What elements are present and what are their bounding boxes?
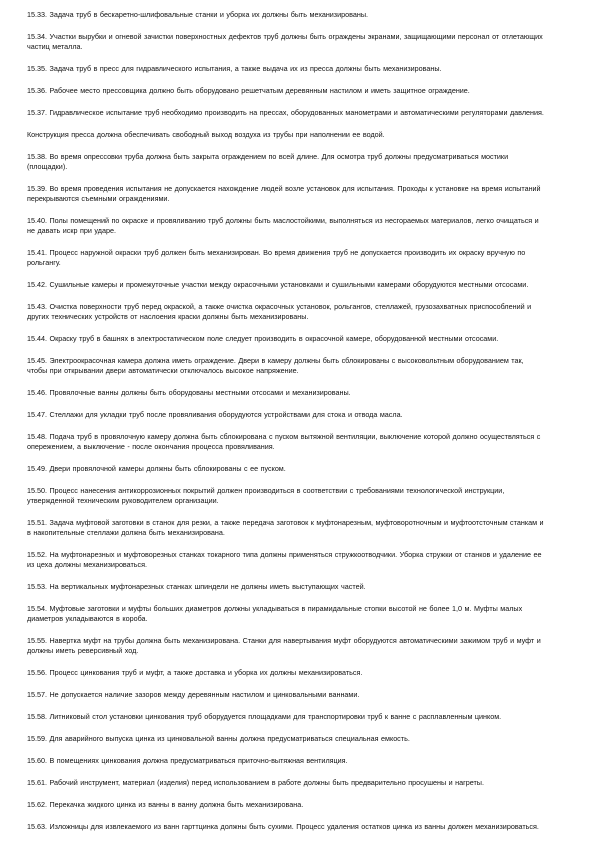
- paragraph: 15.45. Электроокрасочная камера должна иметь ограждение. Двери в камеру должны быть сблокированы с высоковольтным оборудованием так, чтобы при открывании двери автоматически отключалось высокое напряжение.: [27, 356, 524, 375]
- paragraph: 15.56. Процесс цинкования труб и муфт, а также доставка и уборка их должны механизироваться.: [27, 668, 363, 677]
- paragraph: 15.53. На вертикальных муфтонарезных станках шпиндели не должны иметь выступающих частей.: [27, 582, 366, 591]
- paragraph: 15.47. Стеллажи для укладки труб после провяливания оборудуются устройствами для стока и отвода масла.: [27, 410, 403, 419]
- paragraph: 15.40. Полы помещений по окраске и провяливанию труб должны быть маслостойкими, выполняться из несгораемых материалов, легко очищаться и не давать искр при ударе.: [27, 216, 539, 235]
- paragraph: 15.44. Окраску труб в башнях в электростатическом поле следует производить в окрасочной камере, оборудованной местными отсосами.: [27, 334, 499, 343]
- paragraph: 15.59. Для аварийного выпуска цинка из цинковальной ванны должна предусматриваться специальная емкость.: [27, 734, 410, 743]
- paragraph: 15.34. Участки вырубки и огневой зачистки поверхностных дефектов труб должны быть ограждены экранами, защищающими персонал от отлетающих частиц металла.: [27, 32, 543, 51]
- paragraph: 15.41. Процесс наружной окраски труб должен быть механизирован. Во время движения труб не допускается производить их окраску вручную по рольгангу.: [27, 248, 526, 267]
- paragraph: 15.63. Изложницы для извлекаемого из ванн гарттцинка должны быть сухими. Процесс удаления остатков цинка из ванны должен механизироваться.: [27, 822, 539, 831]
- paragraph: 15.50. Процесс нанесения антикоррозионных покрытий должен производиться в соответствии с требованиями технологической инструкции, утвержденной техническим руководителем организации.: [27, 486, 505, 505]
- paragraph: 15.42. Сушильные камеры и промежуточные участки между окрасочными установками и сушильными камерами оборудуются местными отсосами.: [27, 280, 529, 289]
- paragraph: 15.36. Рабочее место прессовщика должно быть оборудовано решетчатым деревянным настилом и иметь защитное ограждение.: [27, 86, 470, 95]
- paragraph: Конструкция пресса должна обеспечивать свободный выход воздуха из трубы при наполнении ее водой.: [27, 130, 385, 139]
- paragraph: 15.37. Гидравлическое испытание труб необходимо производить на прессах, оборудованных манометрами и автоматическими регуляторами давления.: [27, 108, 544, 117]
- paragraph: 15.54. Муфтовые заготовки и муфты больших диаметров должны укладываться в пирамидальные стопки высотой не более 1,0 м. Муфты малых диаметров укладываются в короба.: [27, 604, 523, 623]
- paragraph: 15.48. Подача труб в провялочную камеру должна быть сблокирована с пуском вытяжной вентиляции, выключение которой должно осуществляться с опережением, а выключение - после окончания процесса провяливания.: [27, 432, 541, 451]
- document-body: [27, 10, 545, 844]
- paragraph: 15.43. Очистка поверхности труб перед окраской, а также очистка окрасочных установок, рольгангов, стеллажей, грузозахватных приспособлений и других технических устройств от наслоения краски должны быть механизированы.: [27, 302, 532, 321]
- paragraph: 15.58. Литниковый стол установки цинкования труб оборудуется площадками для транспортировки труб к ванне с расплавленным цинком.: [27, 712, 502, 721]
- paragraph: 15.49. Двери провялочной камеры должны быть сблокированы с ее пуском.: [27, 464, 286, 473]
- paragraph: 15.46. Провялочные ванны должны быть оборудованы местными отсосами и механизированы.: [27, 388, 351, 397]
- paragraph: 15.60. В помещениях цинкования должна предусматриваться приточно-вытяжная вентиляция.: [27, 756, 348, 765]
- paragraph: 15.38. Во время опрессовки труба должна быть закрыта ограждением по всей длине. Для осмотра труб должны предусматриваться мостики (площадки).: [27, 152, 509, 171]
- paragraph: 15.57. Не допускается наличие зазоров между деревянным настилом и цинковальными ваннами.: [27, 690, 360, 699]
- paragraph: 15.33. Задача труб в бескаретно-шлифовальные станки и уборка их должны быть механизированы.: [27, 10, 368, 19]
- paragraph: 15.35. Задача труб в пресс для гидравлического испытания, а также выдача их из пресса должны быть механизированы.: [27, 64, 442, 73]
- paragraph: 15.62. Перекачка жидкого цинка из ванны в ванну должна быть механизирована.: [27, 800, 304, 809]
- paragraph: 15.52. На муфтонарезных и муфтоворезных станках токарного типа должны применяться стружкоотводчики. Уборка стружки от станков и удаление ее из цеха должны механизироваться.: [27, 550, 542, 569]
- paragraph: 15.61. Рабочий инструмент, материал (изделия) перед использованием в работе должны быть предварительно просушены и нагреты.: [27, 778, 484, 787]
- paragraph: 15.39. Во время проведения испытания не допускается нахождение людей возле установок для испытания. Проходы к установке на время испытаний перекрываются съемными ограждениями.: [27, 184, 541, 203]
- paragraph: 15.55. Навертка муфт на трубы должна быть механизирована. Станки для навертывания муфт оборудуются автоматическими зажимом труб и муфт и должны иметь реверсивный ход.: [27, 636, 541, 655]
- paragraph: 15.51. Задача муфтовой заготовки в станок для резки, а также передача заготовок к муфтонарезным, муфтоворотночным и муфтоотсточным станкам и в накопительные стеллажи должна быть механизирована.: [27, 518, 544, 537]
